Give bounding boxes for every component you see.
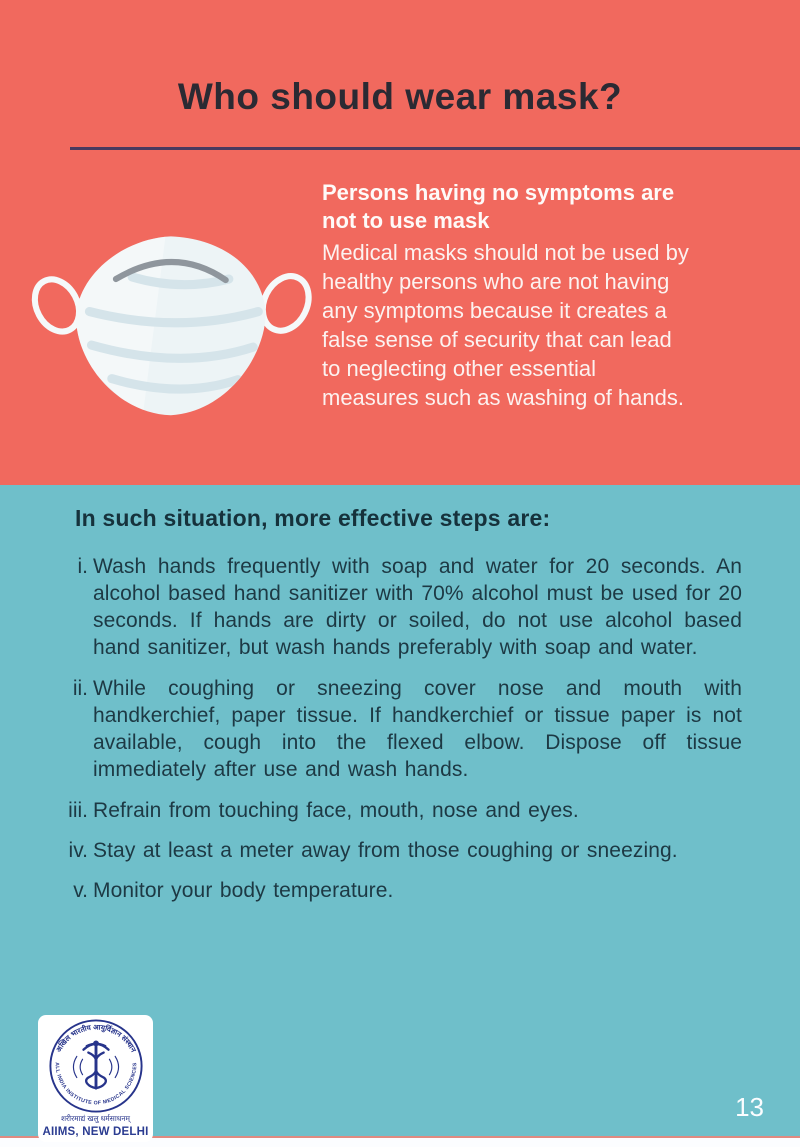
intro-body: Medical masks should not be used by healthy persons who are not having any symptoms because it creates a false sense of security that can lead to neglecting other essential measures such as washing of hands. — [322, 240, 689, 410]
steps-list — [62, 553, 742, 917]
list-marker: v. — [73, 879, 88, 902]
list-item-text: While coughing or sneezing cover nose and mouth with handkerchief, paper tissue. If handkerchief or tissue paper is not available, cough into the flexed elbow. Dispose off tissue immediately after use and wash hands. — [93, 677, 742, 781]
list-item-text: Stay at least a meter away from those coughing or sneezing. — [93, 839, 678, 862]
intro-heading: Persons having no symptoms are not to use mask — [322, 180, 675, 233]
intro-text-block — [322, 179, 694, 412]
list-marker: iii. — [68, 799, 88, 822]
list-item — [62, 877, 742, 904]
page-title: Who should wear mask? — [177, 76, 623, 117]
list-item-text: Monitor your body temperature. — [93, 879, 394, 902]
aiims-emblem-icon — [48, 1018, 144, 1114]
aiims-label: AIIMS, NEW DELHI — [42, 1126, 149, 1138]
list-item-text: Wash hands frequently with soap and water for 20 seconds. An alcohol based hand sanitizer with 70% alcohol must be used for 20 seconds. If hands are dirty or soiled, do not use alcohol based hand sanitizer, but wash hands preferably with soap and water. — [93, 555, 742, 659]
emblem-ring-text-top: अखिल भारतीय आयुर्विज्ञान संस्थान — [53, 1022, 138, 1054]
list-marker: ii. — [72, 677, 88, 700]
title-divider — [70, 147, 800, 150]
list-item-text: Refrain from touching face, mouth, nose and eyes. — [93, 799, 579, 822]
list-item — [62, 553, 742, 661]
aiims-logo-card — [38, 1015, 153, 1142]
list-item — [62, 837, 742, 864]
intro-section — [0, 0, 800, 485]
list-marker: i. — [77, 555, 88, 578]
list-marker: iv. — [68, 839, 88, 862]
list-item — [62, 797, 742, 824]
emblem-ring-text-bottom: ALL INDIA INSTITUTE OF MEDICAL SCIENCES — [53, 1062, 138, 1107]
steps-heading: In such situation, more effective steps are: — [75, 505, 551, 531]
page-number: 13 — [735, 1092, 764, 1122]
list-item — [62, 675, 742, 783]
aiims-motto: शरीरमाद्यं खलु धर्मसाधनम् — [60, 1114, 131, 1123]
surgical-mask-icon — [28, 216, 334, 460]
